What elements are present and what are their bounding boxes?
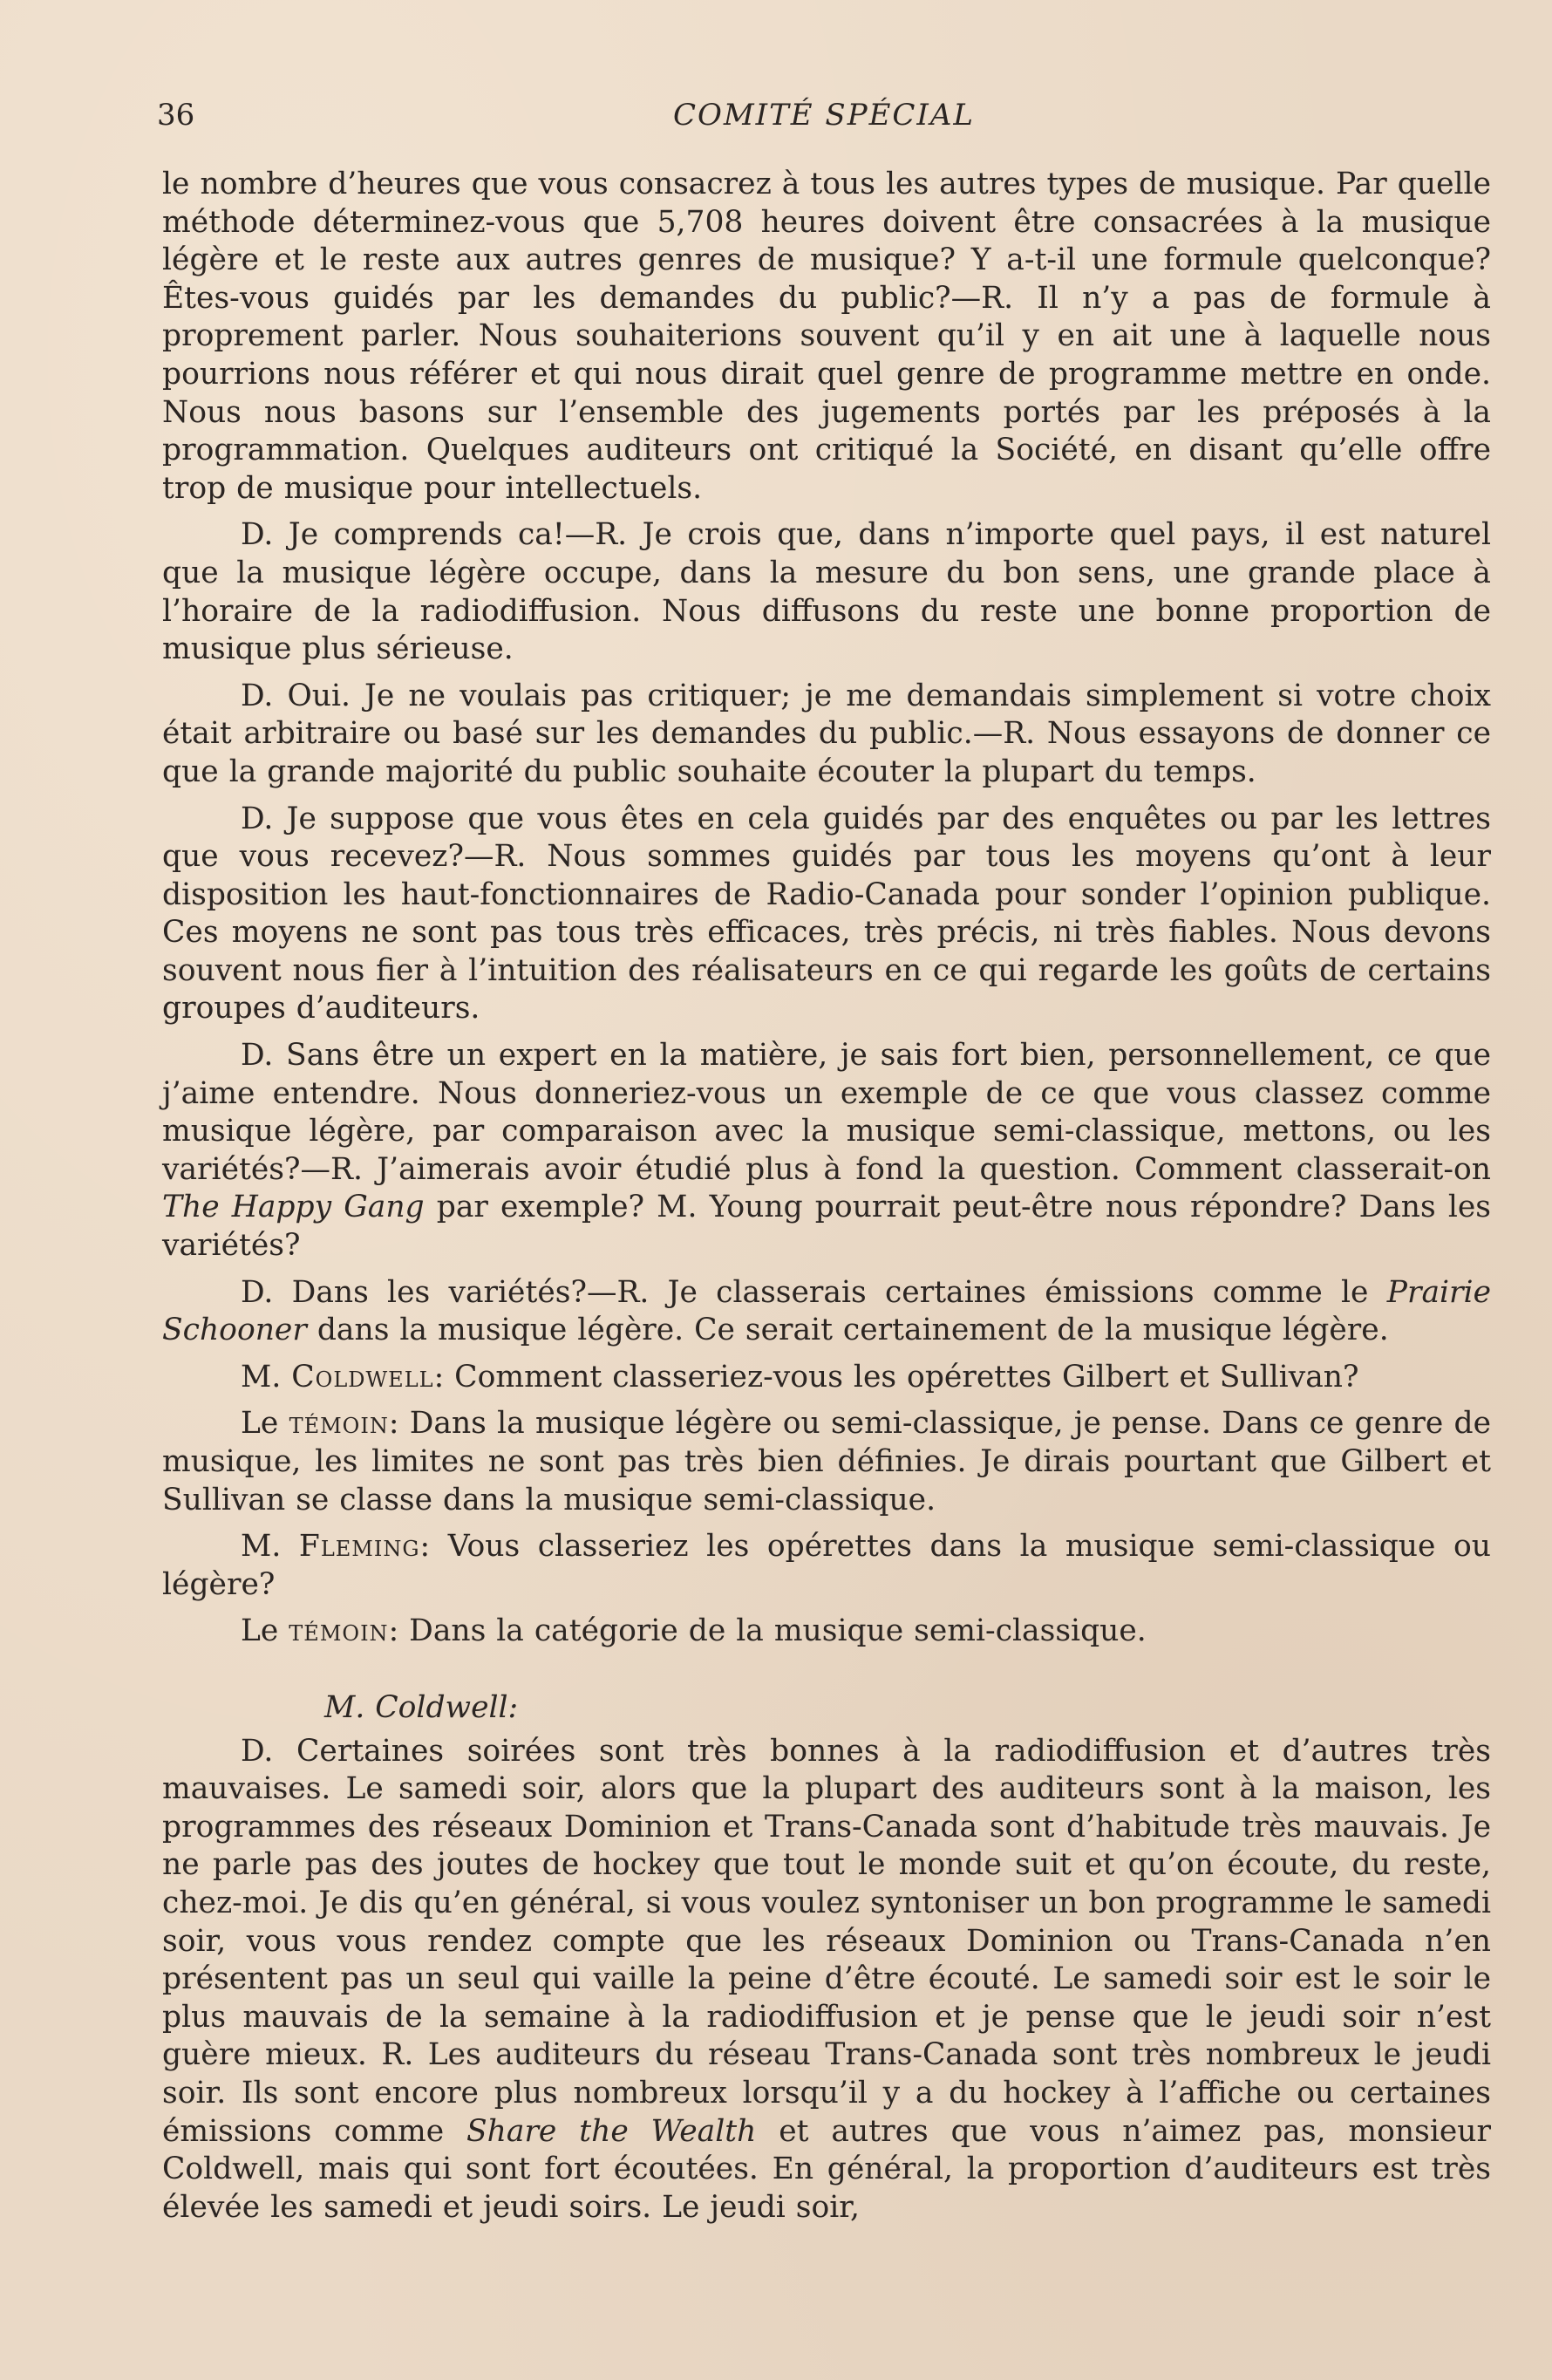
paragraph-text: dans la musique légère. Ce serait certainement de la musique légère. — [306, 1313, 1389, 1348]
paragraph-text: D. Je comprends ca!—R. Je crois que, dans n’importe quel pays, il est naturel que la musique légère occupe, dans la mesure du bon sens, une grande place à l’horaire de la radiodiffusion. Nous diffusons du reste une bonne proportion de musique plus sérieuse. — [162, 517, 1491, 667]
paragraph-speaker — [162, 1405, 1491, 1519]
program-title: Share the Wealth — [466, 2113, 757, 2149]
section-heading: M. Coldwell: — [324, 1689, 519, 1725]
paragraph-text: : Dans la catégorie de la musique semi-classique. — [388, 1613, 1147, 1649]
program-title: The Happy Gang — [162, 1190, 425, 1225]
running-title: COMITÉ SPÉCIAL — [672, 98, 975, 133]
speaker-name: Fleming — [298, 1529, 420, 1565]
paragraph-text: D. Je suppose que vous êtes en cela guidés par des enquêtes ou par les lettres que vous recevez?—R. Nous sommes guidés par tous les moyens qu’ont à leur disposition les haut-fonctionnaires de Radio-Canada pour sonder l’opinion publique. Ces moyens ne sont pas tous très efficaces, très précis, ni très fiables. Nous devons souvent nous fier à l’intuition des réalisateurs en ce qui regarde les goûts de certains groupes d’auditeurs. — [162, 801, 1491, 1026]
paragraph-text: D. Dans les variétés?—R. Je classerais certaines émissions comme le — [241, 1274, 1387, 1310]
paragraph-text: par exemple? M. Young pourrait peut-être nous répondre? Dans les variétés? — [162, 1190, 1492, 1264]
paragraph-question — [162, 1037, 1491, 1265]
speaker-prefix: Le — [241, 1406, 289, 1442]
paragraph-text: D. Certaines soirées sont très bonnes à la radiodiffusion et d’autres très mauvaises. Le samedi soir, alors que la plupart des auditeurs sont à la maison, les programmes des réseaux Dominion et Trans-Canada sont d’habitude très mauvais. Je ne parle pas des joutes de hockey que tout le monde suit et qu’on écoute, du reste, chez-moi. Je dis qu’en général, si vous voulez syntoniser un bon programme le samedi soir, vous vous rendez compte que les réseaux Dominion ou Trans-Canada n’en présentent pas un seul qui vaille la peine d’être écouté. Le samedi soir est le soir le plus mauvais de la semaine à la radiodiffusion et je pense que le jeudi soir n’est guère mieux. R. Les auditeurs du réseau Trans-Canada sont très nombreux le jeudi soir. Ils sont encore plus nombreux lorsqu’il y a du hockey à l’affiche ou certaines émissions comme — [162, 1733, 1491, 2149]
paragraph-speaker — [162, 1528, 1491, 1604]
paragraph-continuation — [162, 166, 1491, 508]
speaker-prefix: M. — [241, 1359, 292, 1395]
paragraph-text: : Vous classeriez les opérettes dans la musique semi-classique ou légère? — [162, 1529, 1491, 1602]
paragraph-question — [162, 678, 1491, 792]
paragraph-question — [162, 1274, 1491, 1350]
paragraph-question — [162, 516, 1491, 668]
speaker-name: Coldwell — [291, 1359, 434, 1395]
paragraph-text: et autres que vous n’aimez pas, monsieur Coldwell, mais qui sont fort écoutées. En général, la proportion d’auditeurs est très élevée les samedi et jeudi soirs. Le jeudi soir, — [162, 2113, 1492, 2225]
paragraph-question — [162, 1733, 1491, 2227]
page-header — [157, 94, 1491, 138]
paragraph-text: : Dans la musique légère ou semi-classique, je pense. Dans ce genre de musique, les limites ne sont pas très bien définies. Je dirais pourtant que Gilbert et Sullivan se classe dans la musique semi-classique. — [162, 1406, 1491, 1517]
paragraph-text: D. Sans être un expert en la matière, je sais fort bien, personnellement, ce que j’aime entendre. Nous donneriez-vous un exemple de ce que vous classez comme musique légère, par comparaison avec la musique semi-classique, mettons, ou les variétés?—R. J’aimerais avoir étudié plus à fond la question. Comment classerait-on — [162, 1038, 1491, 1187]
speaker-prefix: M. — [241, 1529, 299, 1565]
speaker-name: témoin — [289, 1613, 389, 1649]
paragraph-text: : Comment classeriez-vous les opérettes Gilbert et Sullivan? — [433, 1359, 1359, 1395]
speaker-name: témoin — [289, 1406, 389, 1442]
paragraph-speaker — [162, 1359, 1491, 1397]
paragraph-question — [162, 801, 1491, 1029]
page-number: 36 — [157, 98, 195, 133]
program-title: Prairie Schooner — [162, 1274, 1491, 1348]
body-text — [162, 166, 1491, 2235]
speaker-prefix: Le — [241, 1613, 289, 1649]
paragraph-speaker — [162, 1613, 1491, 1651]
paragraph-text: D. Oui. Je ne voulais pas critiquer; je me demandais simplement si votre choix était arbitraire ou basé sur les demandes du public.—R. Nous essayons de donner ce que la grande majorité du public souhaite écouter la plupart du temps. — [162, 678, 1491, 789]
paragraph-text: le nombre d’heures que vous consacrez à tous les autres types de musique. Par quelle méthode déterminez-vous que 5,708 heures doivent être consacrées à la musique légère et le reste aux autres genres de musique? Y a-t-il une formule quelconque? Êtes-vous guidés par les demandes du public?—R. Il n’y a pas de formule à proprement parler. Nous souhaiterions souvent qu’il y en ait une à laquelle nous pourrions nous référer et qui nous dirait quel genre de programme mettre en onde. Nous nous basons sur l’ensemble des jugements portés par les préposés à la programmation. Quelques auditeurs ont critiqué la Société, en disant qu’elle offre trop de musique pour intellectuels. — [162, 167, 1491, 506]
